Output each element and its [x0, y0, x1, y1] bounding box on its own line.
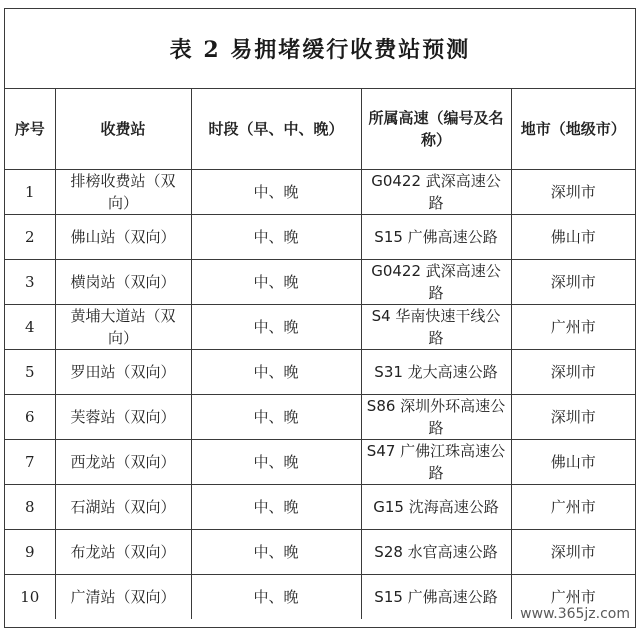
cell-highway: S28 水官高速公路: [361, 530, 511, 575]
cell-period: 中、晚: [191, 260, 361, 305]
cell-index: 10: [5, 575, 55, 620]
table-row: [5, 260, 635, 305]
cell-highway: S47 广佛江珠高速公路: [361, 440, 511, 485]
cell-index: 7: [5, 440, 55, 485]
table-row: [5, 305, 635, 350]
cell-index: 9: [5, 530, 55, 575]
cell-period: 中、晚: [191, 530, 361, 575]
cell-highway: G0422 武深高速公路: [361, 260, 511, 305]
cell-station: 广清站（双向）: [55, 575, 191, 620]
cell-city: 深圳市: [511, 260, 635, 305]
table-row: [5, 170, 635, 215]
cell-index: 4: [5, 305, 55, 350]
cell-station: 罗田站（双向）: [55, 350, 191, 395]
cell-highway: S4 华南快速干线公路: [361, 305, 511, 350]
cell-city: 深圳市: [511, 170, 635, 215]
cell-highway: S15 广佛高速公路: [361, 215, 511, 260]
cell-highway: S15 广佛高速公路: [361, 575, 511, 620]
cell-index: 2: [5, 215, 55, 260]
table-row: [5, 440, 635, 485]
cell-station: 排榜收费站（双向）: [55, 170, 191, 215]
toll-station-table: [5, 89, 635, 619]
table-frame: [4, 8, 636, 628]
cell-highway: S31 龙大高速公路: [361, 350, 511, 395]
header-row: [5, 89, 635, 170]
cell-city: 佛山市: [511, 440, 635, 485]
cell-index: 3: [5, 260, 55, 305]
cell-station: 横岗站（双向）: [55, 260, 191, 305]
table-row: [5, 530, 635, 575]
cell-index: 8: [5, 485, 55, 530]
table-row: [5, 485, 635, 530]
header-station: 收费站: [55, 89, 191, 170]
cell-city: 深圳市: [511, 395, 635, 440]
cell-period: 中、晚: [191, 440, 361, 485]
table-row: [5, 395, 635, 440]
cell-city: 深圳市: [511, 530, 635, 575]
cell-index: 6: [5, 395, 55, 440]
cell-city: 广州市: [511, 305, 635, 350]
cell-station: 黄埔大道站（双向）: [55, 305, 191, 350]
cell-city: 广州市: [511, 485, 635, 530]
header-highway: 所属高速（编号及名称）: [361, 89, 511, 170]
cell-period: 中、晚: [191, 485, 361, 530]
table-row: [5, 350, 635, 395]
cell-station: 石湖站（双向）: [55, 485, 191, 530]
watermark-text: www.365jz.com: [520, 606, 630, 622]
cell-station: 佛山站（双向）: [55, 215, 191, 260]
cell-station: 芙蓉站（双向）: [55, 395, 191, 440]
cell-highway: G15 沈海高速公路: [361, 485, 511, 530]
cell-station: 西龙站（双向）: [55, 440, 191, 485]
header-period: 时段（早、中、晚）: [191, 89, 361, 170]
cell-index: 5: [5, 350, 55, 395]
header-city: 地市（地级市）: [511, 89, 635, 170]
cell-highway: G0422 武深高速公路: [361, 170, 511, 215]
cell-period: 中、晚: [191, 395, 361, 440]
cell-city: 深圳市: [511, 350, 635, 395]
cell-city: 佛山市: [511, 215, 635, 260]
table-row: [5, 215, 635, 260]
cell-period: 中、晚: [191, 215, 361, 260]
cell-period: 中、晚: [191, 575, 361, 620]
cell-city: 广州市: [511, 575, 635, 620]
cell-highway: S86 深圳外环高速公路: [361, 395, 511, 440]
header-index: 序号: [5, 89, 55, 170]
cell-index: 1: [5, 170, 55, 215]
table-title: 表 2 易拥堵缓行收费站预测: [5, 9, 635, 89]
cell-period: 中、晚: [191, 350, 361, 395]
cell-station: 布龙站（双向）: [55, 530, 191, 575]
cell-period: 中、晚: [191, 170, 361, 215]
cell-period: 中、晚: [191, 305, 361, 350]
